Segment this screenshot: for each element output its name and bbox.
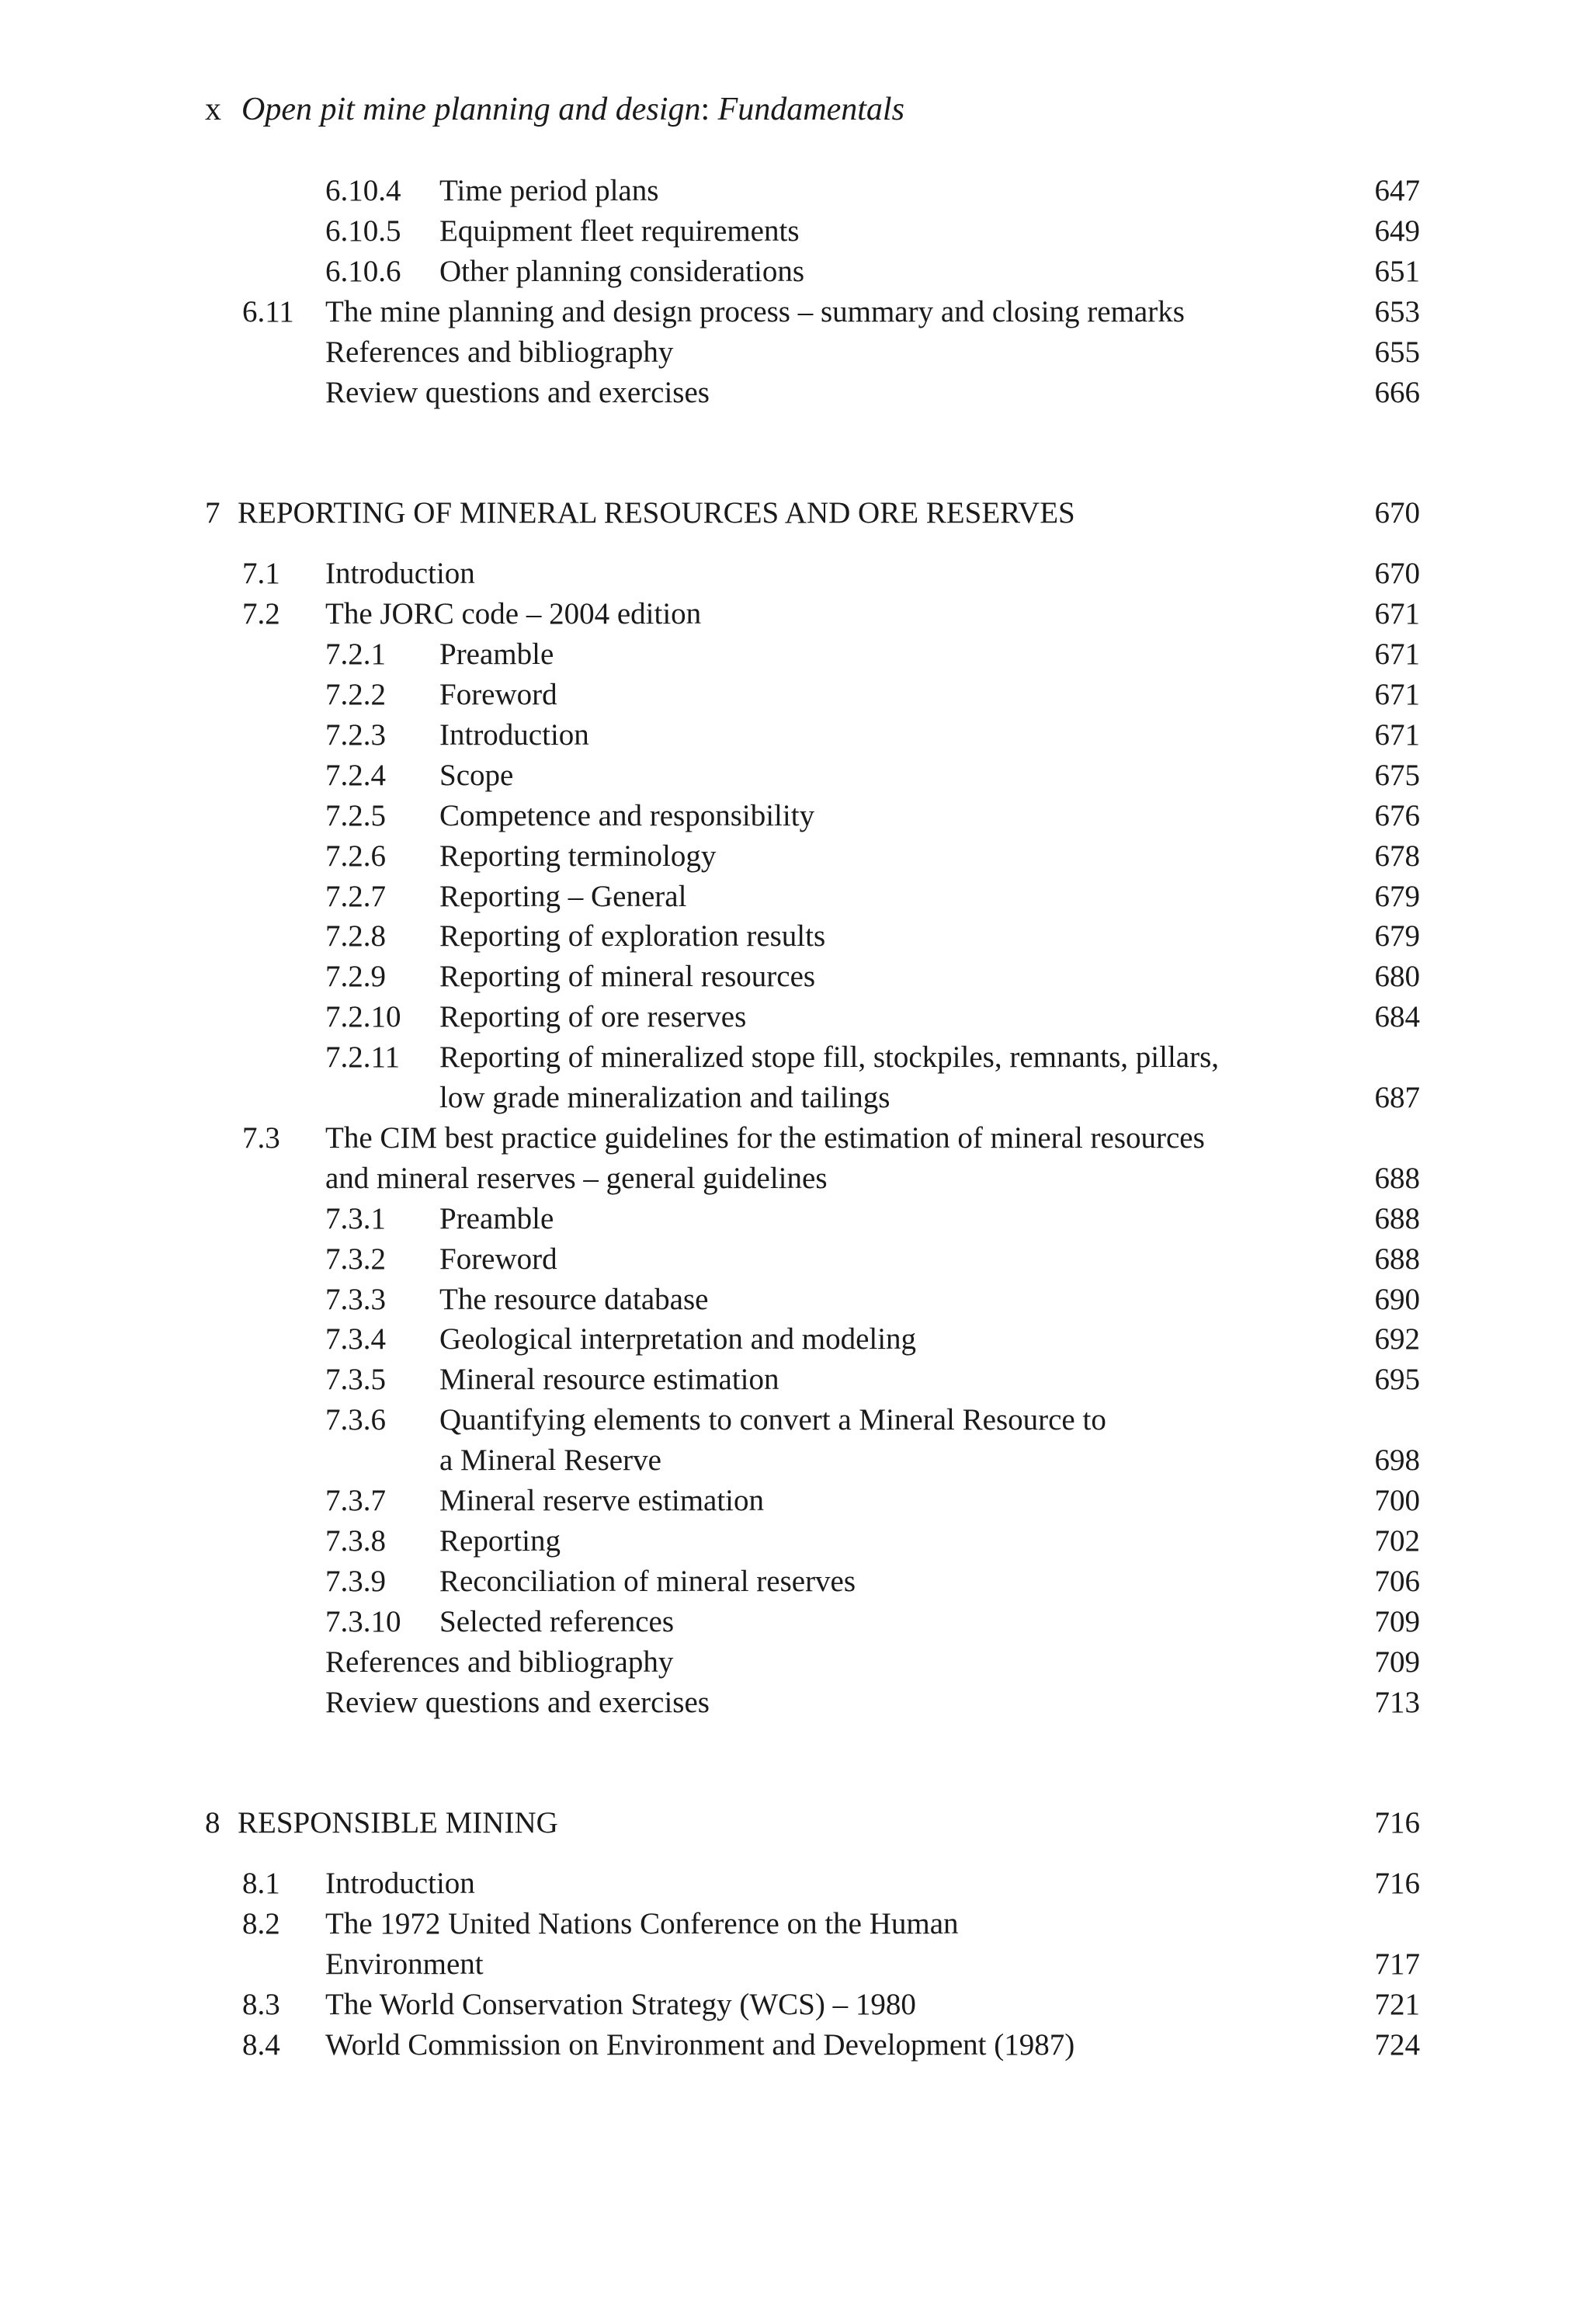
page-ref: 676	[1374, 798, 1420, 832]
page-ref: 653	[1374, 294, 1420, 328]
toc-entry-row	[0, 1319, 1590, 1360]
section-number: 7.3	[242, 1120, 280, 1155]
toc-chapter-row	[0, 493, 1590, 533]
section-title: and mineral reserves – general guidelines	[325, 1161, 828, 1195]
page-ref: 671	[1374, 678, 1420, 711]
section-title: References and bibliography	[325, 1645, 674, 1679]
section-number: 6.11	[242, 294, 294, 328]
page-ref: 679	[1374, 879, 1420, 913]
page-ref: 647	[1374, 174, 1420, 207]
section-title: The CIM best practice guidelines for the estimation of mineral resources	[325, 1120, 1205, 1155]
page-ref: 670	[1374, 557, 1420, 591]
subsection-title: Equipment fleet requirements	[439, 214, 800, 248]
toc-entry-row	[0, 1239, 1590, 1280]
section-number: 8.2	[242, 1907, 280, 1941]
book-title: Open pit mine planning and design	[241, 92, 701, 127]
page-ref: 713	[1374, 1685, 1420, 1719]
section-title: Environment	[325, 1947, 484, 1982]
toc-entry-row	[0, 1280, 1590, 1320]
section-number: 8.4	[242, 2027, 280, 2062]
section-title: Review questions and exercises	[325, 1685, 710, 1719]
title-colon: :	[700, 92, 710, 127]
subsection-number: 7.3.1	[325, 1201, 386, 1235]
subsection-title: Reporting of exploration results	[439, 919, 826, 954]
subsection-number: 7.2.1	[325, 637, 386, 672]
toc-entry-row	[0, 252, 1590, 292]
page-ref: 716	[1374, 1806, 1420, 1840]
subsection-title: Quantifying elements to convert a Mineral Resource to	[439, 1403, 1106, 1437]
section-title: The World Conservation Strategy (WCS) – 1980	[325, 1988, 916, 2021]
subsection-title: Foreword	[439, 678, 557, 711]
page-ref: 680	[1374, 960, 1420, 994]
subsection-number: 6.10.6	[325, 254, 401, 288]
book-subtitle: Fundamentals	[717, 92, 904, 127]
subsection-number: 7.2.11	[325, 1040, 401, 1075]
toc-entry-row	[0, 594, 1590, 634]
page-ref: 671	[1374, 637, 1420, 672]
toc-entry-row	[0, 1602, 1590, 1642]
subsection-title: Time period plans	[439, 174, 659, 207]
toc-entry-row	[0, 2025, 1590, 2065]
subsection-number: 7.2.6	[325, 839, 386, 873]
subsection-number: 7.3.8	[325, 1523, 386, 1558]
running-header	[205, 91, 904, 128]
section-title: Introduction	[325, 1867, 475, 1901]
toc-entry-row	[0, 1985, 1590, 2025]
subsection-title: Reporting of mineral resources	[439, 960, 816, 994]
toc-entry-row	[0, 877, 1590, 917]
page-ref: 651	[1374, 254, 1420, 288]
subsection-number: 7.3.6	[325, 1403, 386, 1437]
subsection-title: Scope	[439, 758, 514, 792]
section-number: 7.1	[242, 557, 280, 591]
page-ref: 724	[1374, 2027, 1420, 2062]
subsection-title: Mineral reserve estimation	[439, 1484, 765, 1517]
page-ref: 706	[1374, 1564, 1420, 1598]
subsection-number: 7.2.8	[325, 919, 386, 954]
toc-entry-row	[0, 1944, 1590, 1985]
subsection-title: Preamble	[439, 1201, 554, 1235]
subsection-title: Mineral resource estimation	[439, 1363, 779, 1397]
page-ref: 688	[1374, 1201, 1420, 1235]
page-ref: 688	[1374, 1161, 1420, 1195]
subsection-number: 7.3.7	[325, 1484, 386, 1517]
toc-entry-row	[0, 1440, 1590, 1481]
subsection-title: Selected references	[439, 1604, 675, 1638]
toc-entry-row	[0, 796, 1590, 836]
subsection-title: Reporting terminology	[439, 839, 717, 873]
subsection-number: 7.3.4	[325, 1322, 386, 1357]
subsection-number: 7.3.5	[325, 1363, 386, 1397]
toc-entry-row	[0, 1078, 1590, 1118]
subsection-number: 7.3.3	[325, 1282, 386, 1316]
section-title: World Commission on Environment and Development (1987)	[325, 2027, 1075, 2062]
chapter-title: RESPONSIBLE MINING	[238, 1806, 558, 1840]
subsection-title: Competence and responsibility	[439, 798, 815, 832]
page-ref: 649	[1374, 214, 1420, 248]
toc-entry-row	[0, 171, 1590, 211]
subsection-number: 7.2.2	[325, 678, 386, 711]
page-ref: 700	[1374, 1484, 1420, 1517]
page-ref: 690	[1374, 1282, 1420, 1316]
toc-entry-row	[0, 1683, 1590, 1723]
section-title: The 1972 United Nations Conference on the Human	[325, 1907, 959, 1941]
subsection-title: a Mineral Reserve	[439, 1443, 661, 1478]
page-ref: 709	[1374, 1645, 1420, 1679]
subsection-title: Reporting of ore reserves	[439, 1000, 747, 1034]
subsection-title: Reporting – General	[439, 879, 687, 913]
page-ref: 709	[1374, 1604, 1420, 1638]
toc-entry-row	[0, 1561, 1590, 1602]
subsection-number: 7.3.10	[325, 1604, 401, 1638]
page-ref: 698	[1374, 1443, 1420, 1478]
page-ref: 716	[1374, 1867, 1420, 1901]
page-ref: 692	[1374, 1322, 1420, 1357]
subsection-number: 7.2.3	[325, 717, 386, 752]
subsection-number: 7.2.7	[325, 879, 386, 913]
subsection-title: Reconciliation of mineral reserves	[439, 1564, 856, 1598]
section-title: Review questions and exercises	[325, 375, 710, 409]
toc-entry-row	[0, 1118, 1590, 1159]
subsection-title: Reporting of mineralized stope fill, stockpiles, remnants, pillars,	[439, 1040, 1220, 1075]
page-ref: 687	[1374, 1081, 1420, 1114]
page-ref: 671	[1374, 597, 1420, 631]
toc-entry-row	[0, 836, 1590, 877]
toc-chapter-row	[0, 1803, 1590, 1843]
page-ref: 679	[1374, 919, 1420, 954]
subsection-title: Preamble	[439, 637, 554, 672]
subsection-number: 7.2.10	[325, 1000, 401, 1034]
toc-entry-row	[0, 997, 1590, 1037]
toc-entry-row	[0, 1642, 1590, 1683]
subsection-title: Geological interpretation and modeling	[439, 1322, 917, 1357]
subsection-number: 7.3.9	[325, 1564, 386, 1598]
subsection-title: Foreword	[439, 1242, 557, 1276]
page-ref: 702	[1374, 1523, 1420, 1558]
chapter-number: 8	[205, 1806, 220, 1840]
page-ref: 684	[1374, 1000, 1420, 1034]
toc-entry-row	[0, 1481, 1590, 1521]
subsection-number: 6.10.4	[325, 174, 401, 207]
toc-entry-row	[0, 332, 1590, 373]
toc-entry-row	[0, 916, 1590, 957]
section-number: 8.3	[242, 1988, 280, 2021]
subsection-title: low grade mineralization and tailings	[439, 1081, 890, 1114]
page-ref: 655	[1374, 335, 1420, 369]
section-number: 7.2	[242, 597, 280, 631]
toc-entry-row	[0, 715, 1590, 756]
page-ref: 671	[1374, 717, 1420, 752]
subsection-title: Introduction	[439, 717, 589, 752]
toc-entry-row	[0, 292, 1590, 332]
toc-entry-row	[0, 1037, 1590, 1078]
subsection-number: 7.2.5	[325, 798, 386, 832]
chapter-title: REPORTING OF MINERAL RESOURCES AND ORE RESERVES	[238, 496, 1075, 530]
page-ref: 678	[1374, 839, 1420, 873]
section-title: References and bibliography	[325, 335, 674, 369]
subsection-title: Reporting	[439, 1523, 561, 1558]
chapter-number: 7	[205, 496, 220, 530]
toc-entry-row	[0, 1400, 1590, 1440]
subsection-number: 7.2.4	[325, 758, 386, 792]
toc-entry-row	[0, 1864, 1590, 1904]
section-title: The JORC code – 2004 edition	[325, 597, 702, 631]
subsection-number: 7.3.2	[325, 1242, 386, 1276]
toc-entry-row	[0, 373, 1590, 413]
subsection-title: The resource database	[439, 1282, 709, 1316]
page-ref: 717	[1374, 1947, 1420, 1982]
page-ref: 675	[1374, 758, 1420, 792]
page-ref: 695	[1374, 1363, 1420, 1397]
toc-entry-row	[0, 211, 1590, 252]
section-title: The mine planning and design process – summary and closing remarks	[325, 294, 1185, 328]
page-number: x	[205, 92, 221, 127]
toc-entry-row	[0, 957, 1590, 997]
toc-entry-row	[0, 634, 1590, 675]
toc-entry-row	[0, 1199, 1590, 1239]
page-ref: 666	[1374, 375, 1420, 409]
section-number: 8.1	[242, 1867, 280, 1901]
toc-entry-row	[0, 554, 1590, 594]
page-ref: 721	[1374, 1988, 1420, 2021]
subsection-title: Other planning considerations	[439, 254, 805, 288]
subsection-number: 6.10.5	[325, 214, 401, 248]
toc-entry-row	[0, 1360, 1590, 1400]
toc-entry-row	[0, 756, 1590, 796]
page-ref: 688	[1374, 1242, 1420, 1276]
section-title: Introduction	[325, 557, 475, 591]
page-ref: 670	[1374, 496, 1420, 530]
toc-entry-row	[0, 675, 1590, 715]
toc-entry-row	[0, 1521, 1590, 1561]
subsection-number: 7.2.9	[325, 960, 386, 994]
toc-entry-row	[0, 1159, 1590, 1199]
toc-entry-row	[0, 1904, 1590, 1944]
